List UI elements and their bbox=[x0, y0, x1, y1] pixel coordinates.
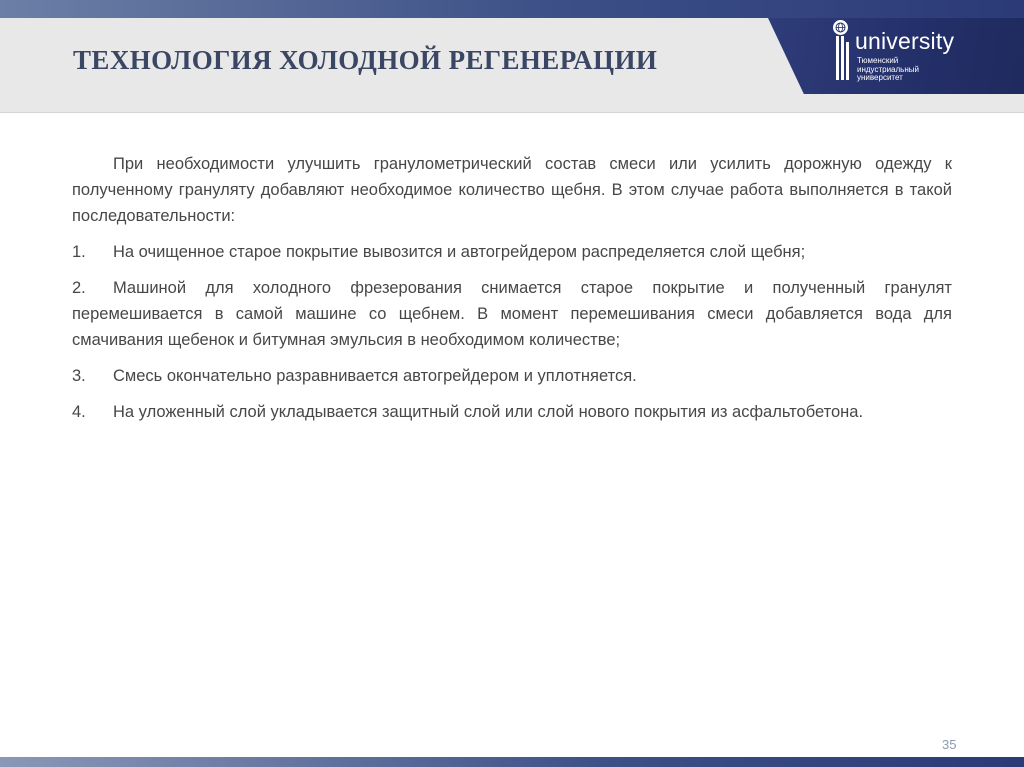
list-item-number: 3. bbox=[72, 367, 86, 385]
page-number: 35 bbox=[942, 737, 957, 752]
list-item-number: 1. bbox=[72, 243, 86, 261]
list-item-text: На уложенный слой укладывается защитный слой или слой нового покрытия из асфальтобетона. bbox=[113, 403, 864, 421]
list-item-text: Машиной для холодного фрезерования снимается старое покрытие и полученный гранулят перемешивается в самой машине со щебнем. В момент перемешивания смеси добавляется вода для смачивания щебенок и битумная эмульсия в необходимом количестве; bbox=[72, 279, 952, 349]
logo-subtitle-line: Тюменский bbox=[857, 56, 899, 65]
logo-subtitle-line: индустриальный bbox=[857, 64, 919, 74]
list-item bbox=[72, 363, 952, 389]
slide-title: ТЕХНОЛОГИЯ ХОЛОДНОЙ РЕГЕНЕРАЦИИ bbox=[73, 45, 658, 75]
list-item bbox=[72, 275, 952, 353]
list-item bbox=[72, 239, 952, 265]
list-item-number: 4. bbox=[72, 403, 86, 421]
logo-dots-mark bbox=[836, 30, 850, 82]
logo-wordmark: university bbox=[855, 28, 955, 54]
intro-paragraph: При необходимости улучшить гранулометрический состав смеси или усилить дорожную одежду к полученному грануляту добавляют необходимое количество щебня. В этом случае работа выполняется в такой последовательности: bbox=[72, 155, 952, 225]
bottom-accent-stripe bbox=[0, 757, 1024, 767]
logo-subtitle-line: университет bbox=[857, 73, 903, 82]
list-item-text: На очищенное старое покрытие вывозится и автогрейдером распределяется слой щебня; bbox=[113, 243, 806, 261]
top-accent-stripe bbox=[0, 0, 1024, 18]
list-item bbox=[72, 399, 952, 425]
slide-body bbox=[72, 151, 952, 435]
logo-subtitle bbox=[857, 57, 967, 83]
list-item-text: Смесь окончательно разравнивается автогрейдером и уплотняется. bbox=[113, 367, 637, 385]
list-item-number: 2. bbox=[72, 279, 86, 297]
